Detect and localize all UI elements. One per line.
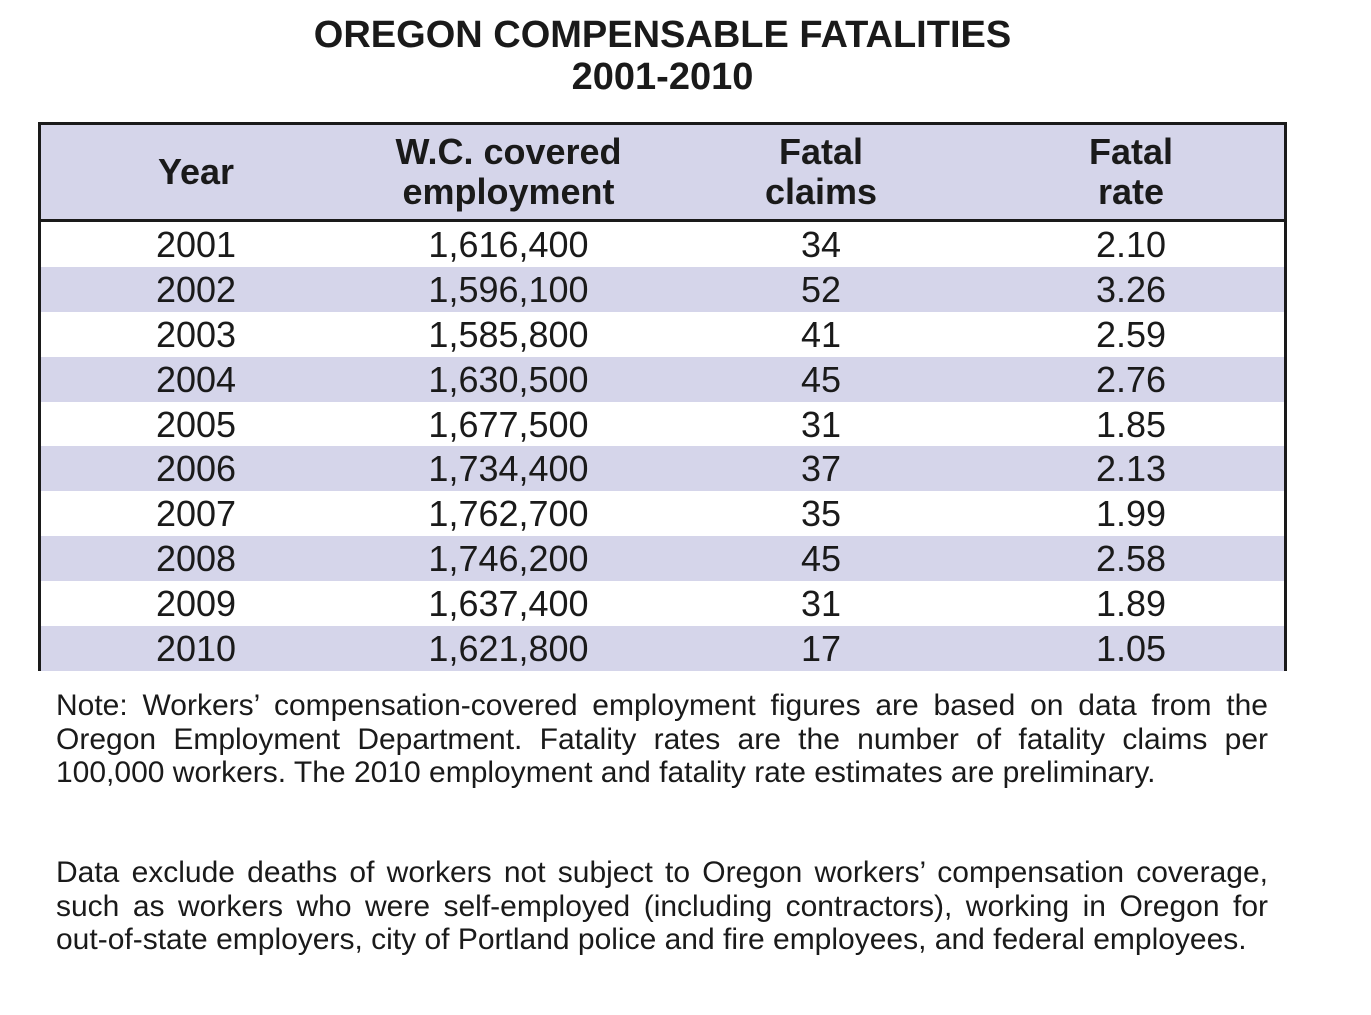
table-row xyxy=(41,536,1284,581)
cell-claims: 34 xyxy=(800,224,842,265)
cell-claims: 41 xyxy=(800,313,842,355)
title-line-1: OREGON COMPENSABLE FATALITIES xyxy=(313,14,1012,56)
cell-claims: 31 xyxy=(800,583,842,625)
cell-rate: 2.58 xyxy=(1095,538,1167,580)
cell-year: 2001 xyxy=(155,224,237,265)
header-employment xyxy=(371,125,646,219)
cell-rate: 1.89 xyxy=(1095,583,1167,625)
cell-rate: 1.99 xyxy=(1095,493,1167,535)
table-row xyxy=(41,581,1284,626)
cell-claims: 17 xyxy=(800,628,842,670)
header-employment-line-1: W.C. covered xyxy=(395,131,622,172)
cell-rate: 2.76 xyxy=(1095,358,1167,400)
header-year xyxy=(111,125,281,219)
cell-employment: 1,616,400 xyxy=(428,224,589,265)
header-claims-line-1: Fatal xyxy=(778,131,864,172)
cell-year: 2006 xyxy=(155,448,237,490)
table-row xyxy=(41,446,1284,491)
table-row xyxy=(41,626,1284,671)
cell-year: 2003 xyxy=(155,313,237,355)
cell-claims: 37 xyxy=(800,448,842,490)
cell-year: 2004 xyxy=(155,358,237,400)
page-title xyxy=(0,14,1325,98)
cell-employment: 1,746,200 xyxy=(428,538,589,580)
cell-rate: 3.26 xyxy=(1095,268,1167,310)
header-claims xyxy=(741,125,901,219)
cell-claims: 45 xyxy=(800,538,842,580)
cell-year: 2009 xyxy=(155,583,237,625)
cell-year: 2007 xyxy=(155,493,237,535)
note-exclusions: Data exclude deaths of workers not subject to Oregon workers’ compensation coverage, such as workers who were self-employed (including contractors), working in Oregon for out-of-state employers, city of Portland police and fire employees, and federal employees. xyxy=(56,856,1268,956)
cell-claims: 31 xyxy=(800,403,842,445)
table-row xyxy=(41,491,1284,536)
table-body xyxy=(41,222,1284,671)
header-claims-line-2: claims xyxy=(764,171,878,212)
cell-employment: 1,621,800 xyxy=(428,628,589,670)
table-row xyxy=(41,222,1284,267)
cell-rate: 2.13 xyxy=(1095,448,1167,490)
cell-year: 2008 xyxy=(155,538,237,580)
cell-employment: 1,677,500 xyxy=(428,403,589,445)
cell-claims: 35 xyxy=(800,493,842,535)
title-line-2: 2001-2010 xyxy=(571,56,754,98)
cell-employment: 1,630,500 xyxy=(428,358,589,400)
note-employment-source: Note: Workers’ compensation-covered employment figures are based on data from the Oregon Employment Department. Fatality rates are the number of fatality claims per 100,000 workers. The 2010 employment and fatality rate estimates are preliminary. xyxy=(56,689,1268,789)
cell-rate: 2.10 xyxy=(1095,224,1167,265)
cell-employment: 1,734,400 xyxy=(428,448,589,490)
cell-employment: 1,596,100 xyxy=(428,268,589,310)
cell-employment: 1,585,800 xyxy=(428,313,589,355)
cell-rate: 2.59 xyxy=(1095,313,1167,355)
cell-employment: 1,637,400 xyxy=(428,583,589,625)
cell-rate: 1.85 xyxy=(1095,403,1167,445)
table-row xyxy=(41,402,1284,447)
table-row xyxy=(41,357,1284,402)
header-employment-line-2: employment xyxy=(402,171,615,212)
cell-year: 2005 xyxy=(155,403,237,445)
table-row xyxy=(41,312,1284,357)
header-rate-line-1: Fatal xyxy=(1088,131,1174,172)
cell-employment: 1,762,700 xyxy=(428,493,589,535)
header-rate xyxy=(1051,125,1211,219)
cell-claims: 45 xyxy=(800,358,842,400)
cell-claims: 52 xyxy=(800,268,842,310)
cell-year: 2002 xyxy=(155,268,237,310)
table-row xyxy=(41,267,1284,312)
header-rate-line-2: rate xyxy=(1097,171,1165,212)
cell-year: 2010 xyxy=(155,628,237,670)
cell-rate: 1.05 xyxy=(1095,628,1167,670)
fatalities-table xyxy=(38,122,1287,671)
table-header xyxy=(41,125,1284,222)
header-year-label: Year xyxy=(157,151,235,192)
